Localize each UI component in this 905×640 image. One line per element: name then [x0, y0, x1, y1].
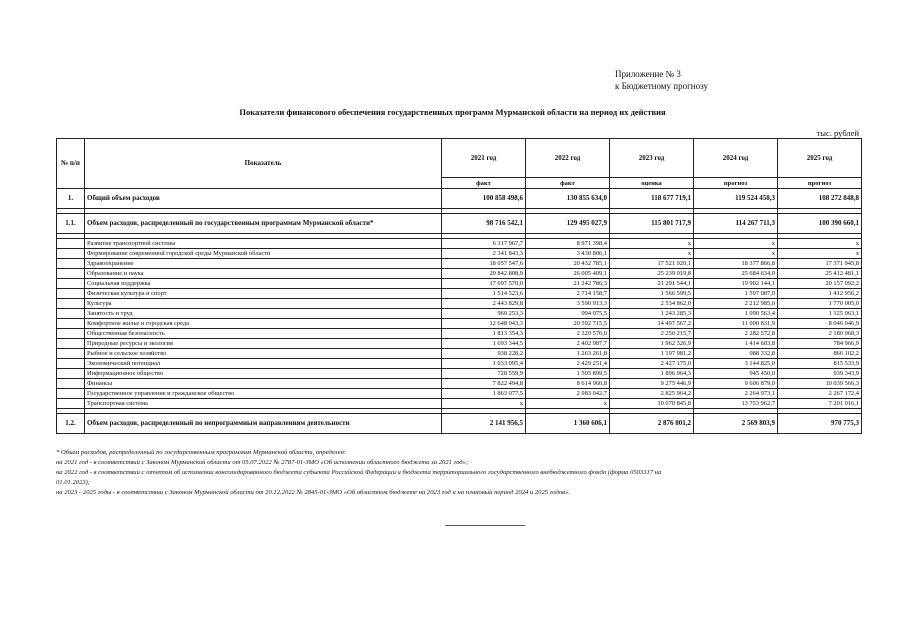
cell-value: 12 648 043,3 — [442, 319, 526, 329]
cell-value: 98 716 542,1 — [442, 214, 526, 234]
cell-value: 2 714 158,7 — [526, 289, 610, 299]
cell-value: 3 144 825,0 — [694, 359, 778, 369]
header-row — [57, 139, 862, 178]
cell-value: 3 430 806,1 — [526, 249, 610, 259]
footnote-line: * Объем расходов, распределенный по государственным программам Мурманской области, определен: — [56, 449, 347, 456]
cell-value: 866 102,2 — [778, 349, 862, 359]
cell-value: 1 770 005,0 — [778, 299, 862, 309]
row-label: Общий объем расходов — [85, 189, 442, 209]
cell-value: 1 125 063,1 — [778, 309, 862, 319]
cell-value: 2 141 956,5 — [442, 414, 526, 434]
cell-value: 21 291 544,1 — [610, 279, 694, 289]
cell-value: 129 495 027,9 — [526, 214, 610, 234]
row-num — [57, 329, 85, 339]
cell-value: 8 971 398,4 — [526, 239, 610, 249]
row-num — [57, 389, 85, 399]
cell-value: 2 282 572,8 — [694, 329, 778, 339]
cell-value: 784 966,9 — [778, 339, 862, 349]
row-num — [57, 269, 85, 279]
cell-value: 994 075,5 — [526, 309, 610, 319]
header-type: прогноз — [778, 178, 862, 189]
cell-value: 1 360 606,1 — [526, 414, 610, 434]
cell-value: 1 243 285,3 — [610, 309, 694, 319]
program-row — [57, 259, 862, 269]
cell-value: 728 559,9 — [442, 369, 526, 379]
header-num: № п/п — [57, 139, 85, 189]
cell-value: 11 000 831,9 — [694, 319, 778, 329]
cell-value: 14 497 567,2 — [610, 319, 694, 329]
header-type: факт — [442, 178, 526, 189]
program-label: Общественная безопасность — [85, 329, 442, 339]
program-row — [57, 279, 862, 289]
cell-value: 2 264 973,1 — [694, 389, 778, 399]
cell-value: 10 070 845,8 — [610, 399, 694, 409]
cell-value: 20 432 785,1 — [526, 259, 610, 269]
program-label: Образование и наука — [85, 269, 442, 279]
program-row — [57, 249, 862, 259]
appendix-line-1: Приложение № 3 — [615, 69, 681, 79]
cell-value: 1 090 563,4 — [694, 309, 778, 319]
program-row — [57, 289, 862, 299]
cell-value: 7 822 494,8 — [442, 379, 526, 389]
header-year: 2021 год — [442, 139, 526, 178]
row-num — [57, 309, 85, 319]
footnote-line: на 2021 год - в соответствии с Законом Мурманской области от 05.07.2022 № 2787-01-ЗМО «Об исполнении областного бюджета за 2021 год»; — [56, 459, 469, 466]
row-num: 1.2. — [57, 414, 85, 434]
header-type: факт — [526, 178, 610, 189]
cell-value: 1 263 261,8 — [526, 349, 610, 359]
header-type: прогноз — [694, 178, 778, 189]
cell-value: 2 180 968,3 — [778, 329, 862, 339]
total-row — [57, 189, 862, 209]
cell-value: 1 962 326,9 — [610, 339, 694, 349]
cell-value: 18 057 547,6 — [442, 259, 526, 269]
cell-value: 945 450,0 — [694, 369, 778, 379]
cell-value: 100 858 498,6 — [442, 189, 526, 209]
program-row — [57, 349, 862, 359]
cell-value: 2 443 829,8 — [442, 299, 526, 309]
program-label: Финансы — [85, 379, 442, 389]
cell-value: 20 592 715,5 — [526, 319, 610, 329]
cell-value: 6 317 967,7 — [442, 239, 526, 249]
program-row — [57, 239, 862, 249]
cell-value: x — [694, 239, 778, 249]
program-label: Природные ресурсы и экология — [85, 339, 442, 349]
cell-value: 25 239 019,8 — [610, 269, 694, 279]
footnote-line: на 2022 год - в соответствии с отчетом об исполнении консолидированного бюджета субъекта Российской Федерации и бюджета территориального государственного внебюджетного фонда (форма 0503317 на — [56, 469, 662, 476]
cell-value: 2 320 576,0 — [526, 329, 610, 339]
cell-value: 100 390 660,1 — [778, 214, 862, 234]
cell-value: 2 341 843,3 — [442, 249, 526, 259]
row-num — [57, 289, 85, 299]
row-num — [57, 399, 85, 409]
row-num — [57, 279, 85, 289]
cell-value: 8 614 960,8 — [526, 379, 610, 389]
program-label: Информационное общество — [85, 369, 442, 379]
footnote-line: 01.01.2023); — [56, 479, 91, 486]
program-label: Социальная поддержка — [85, 279, 442, 289]
cell-value: 13 753 962,7 — [694, 399, 778, 409]
cell-value: x — [610, 249, 694, 259]
cell-value: x — [526, 399, 610, 409]
cell-value: x — [442, 399, 526, 409]
cell-value: 1 033 095,4 — [442, 359, 526, 369]
cell-value: 119 524 450,3 — [694, 189, 778, 209]
cell-value: 960 253,3 — [442, 309, 526, 319]
cell-value: 815 533,9 — [778, 359, 862, 369]
program-row — [57, 329, 862, 339]
cell-value: 25 684 634,0 — [694, 269, 778, 279]
cell-value: x — [694, 249, 778, 259]
finance-table — [56, 138, 862, 434]
footnotes — [56, 448, 876, 498]
cell-value: 1 414 603,8 — [694, 339, 778, 349]
program-label: Здравоохранение — [85, 259, 442, 269]
cell-value: 18 377 866,8 — [694, 259, 778, 269]
header-year: 2023 год — [610, 139, 694, 178]
program-row — [57, 359, 862, 369]
cell-value: 938 228,2 — [442, 349, 526, 359]
program-label: Культура — [85, 299, 442, 309]
cell-value: 1 597 087,0 — [694, 289, 778, 299]
cell-value: x — [610, 239, 694, 249]
programs-total-row — [57, 214, 862, 234]
cell-value: 26 005 409,1 — [526, 269, 610, 279]
cell-value: 19 902 144,1 — [694, 279, 778, 289]
program-row — [57, 369, 862, 379]
cell-value: 1 813 354,3 — [442, 329, 526, 339]
row-label: Объем расходов, распределенный по непрограммным направлениям деятельности — [85, 414, 442, 434]
cell-value: 3 590 913,3 — [526, 299, 610, 309]
program-row — [57, 389, 862, 399]
header-year: 2024 год — [694, 139, 778, 178]
row-num — [57, 259, 85, 269]
row-num — [57, 319, 85, 329]
cell-value: 2 876 001,2 — [610, 414, 694, 434]
cell-value: 939 343,9 — [778, 369, 862, 379]
cell-value: 20 842 808,9 — [442, 269, 526, 279]
program-row — [57, 319, 862, 329]
appendix-note — [615, 68, 708, 92]
cell-value: 2 402 987,7 — [526, 339, 610, 349]
program-row — [57, 309, 862, 319]
cell-value: 970 775,3 — [778, 414, 862, 434]
cell-value: 118 677 719,1 — [610, 189, 694, 209]
cell-value: 10 039 566,3 — [778, 379, 862, 389]
cell-value: 2 983 042,7 — [526, 389, 610, 399]
row-num: 1. — [57, 189, 85, 209]
header-type: оценка — [610, 178, 694, 189]
program-label: Транспортная система — [85, 399, 442, 409]
cell-value: 2 429 251,4 — [526, 359, 610, 369]
row-num — [57, 239, 85, 249]
cell-value: 2 569 803,9 — [694, 414, 778, 434]
cell-value: 1 566 599,5 — [610, 289, 694, 299]
cell-value: 7 201 016,1 — [778, 399, 862, 409]
cell-value: 20 157 092,2 — [778, 279, 862, 289]
cell-value: 2 250 215,7 — [610, 329, 694, 339]
cell-value: 2 212 985,0 — [694, 299, 778, 309]
row-num — [57, 349, 85, 359]
header-year: 2022 год — [526, 139, 610, 178]
unit-label: тыс. рублей — [816, 128, 859, 138]
cell-value: 108 272 848,8 — [778, 189, 862, 209]
cell-value: 2 427 175,0 — [610, 359, 694, 369]
row-num — [57, 299, 85, 309]
cell-value: 115 801 717,9 — [610, 214, 694, 234]
cell-value: 1 412 956,2 — [778, 289, 862, 299]
program-row — [57, 269, 862, 279]
program-label: Занятость и труд — [85, 309, 442, 319]
cell-value: 17 697 570,0 — [442, 279, 526, 289]
header-indicator: Показатель — [85, 139, 442, 189]
cell-value: 9 275 446,9 — [610, 379, 694, 389]
cell-value: 988 332,8 — [694, 349, 778, 359]
program-label: Физическая культура и спорт — [85, 289, 442, 299]
row-label: Объем расходов, распределенный по государственным программам Мурманской области* — [85, 214, 442, 234]
cell-value: 1 863 077,5 — [442, 389, 526, 399]
row-num — [57, 339, 85, 349]
cell-value: 21 242 786,3 — [526, 279, 610, 289]
program-label: Рыбное и сельское хозяйство — [85, 349, 442, 359]
row-num — [57, 359, 85, 369]
cell-value: 114 267 711,3 — [694, 214, 778, 234]
program-row — [57, 299, 862, 309]
cell-value: 17 521 920,1 — [610, 259, 694, 269]
row-num: 1.1. — [57, 214, 85, 234]
nonprogram-row — [57, 414, 862, 434]
program-label: Комфортное жилье и городская среда — [85, 319, 442, 329]
cell-value: 130 855 634,0 — [526, 189, 610, 209]
separator-line — [445, 525, 525, 526]
cell-value: x — [778, 239, 862, 249]
program-row — [57, 399, 862, 409]
cell-value: 2 534 862,0 — [610, 299, 694, 309]
cell-value: 1 505 899,5 — [526, 369, 610, 379]
program-label: Государственное управление и гражданское общество — [85, 389, 442, 399]
cell-value: 1 197 981,2 — [610, 349, 694, 359]
cell-value: x — [778, 249, 862, 259]
cell-value: 17 371 945,8 — [778, 259, 862, 269]
cell-value: 9 606 879,0 — [694, 379, 778, 389]
row-num — [57, 379, 85, 389]
program-row — [57, 379, 862, 389]
cell-value: 8 046 046,9 — [778, 319, 862, 329]
cell-value: 25 412 481,1 — [778, 269, 862, 279]
program-label: Экономический потенциал — [85, 359, 442, 369]
row-num — [57, 249, 85, 259]
header-year: 2025 год — [778, 139, 862, 178]
appendix-line-2: к Бюджетному прогнозу — [615, 81, 708, 91]
footnote-line: на 2023 - 2025 годы - в соответствии с Законом Мурманской области от 20.12.2022 № 2845-01-ЗМО «Об областном бюджете на 2023 год и на плановый период 2024 и 2025 годов». — [56, 489, 570, 496]
cell-value: 1 514 523,6 — [442, 289, 526, 299]
cell-value: 2 825 964,2 — [610, 389, 694, 399]
row-num — [57, 369, 85, 379]
program-label: Формирование современной городской среды Мурманской области — [85, 249, 442, 259]
cell-value: 2 267 172,4 — [778, 389, 862, 399]
cell-value: 1 693 344,5 — [442, 339, 526, 349]
program-label: Развитие транспортной системы — [85, 239, 442, 249]
program-row — [57, 339, 862, 349]
page-title: Показатели финансового обеспечения государственных программ Мурманской области на период их действия — [239, 107, 666, 117]
cell-value: 1 896 964,3 — [610, 369, 694, 379]
